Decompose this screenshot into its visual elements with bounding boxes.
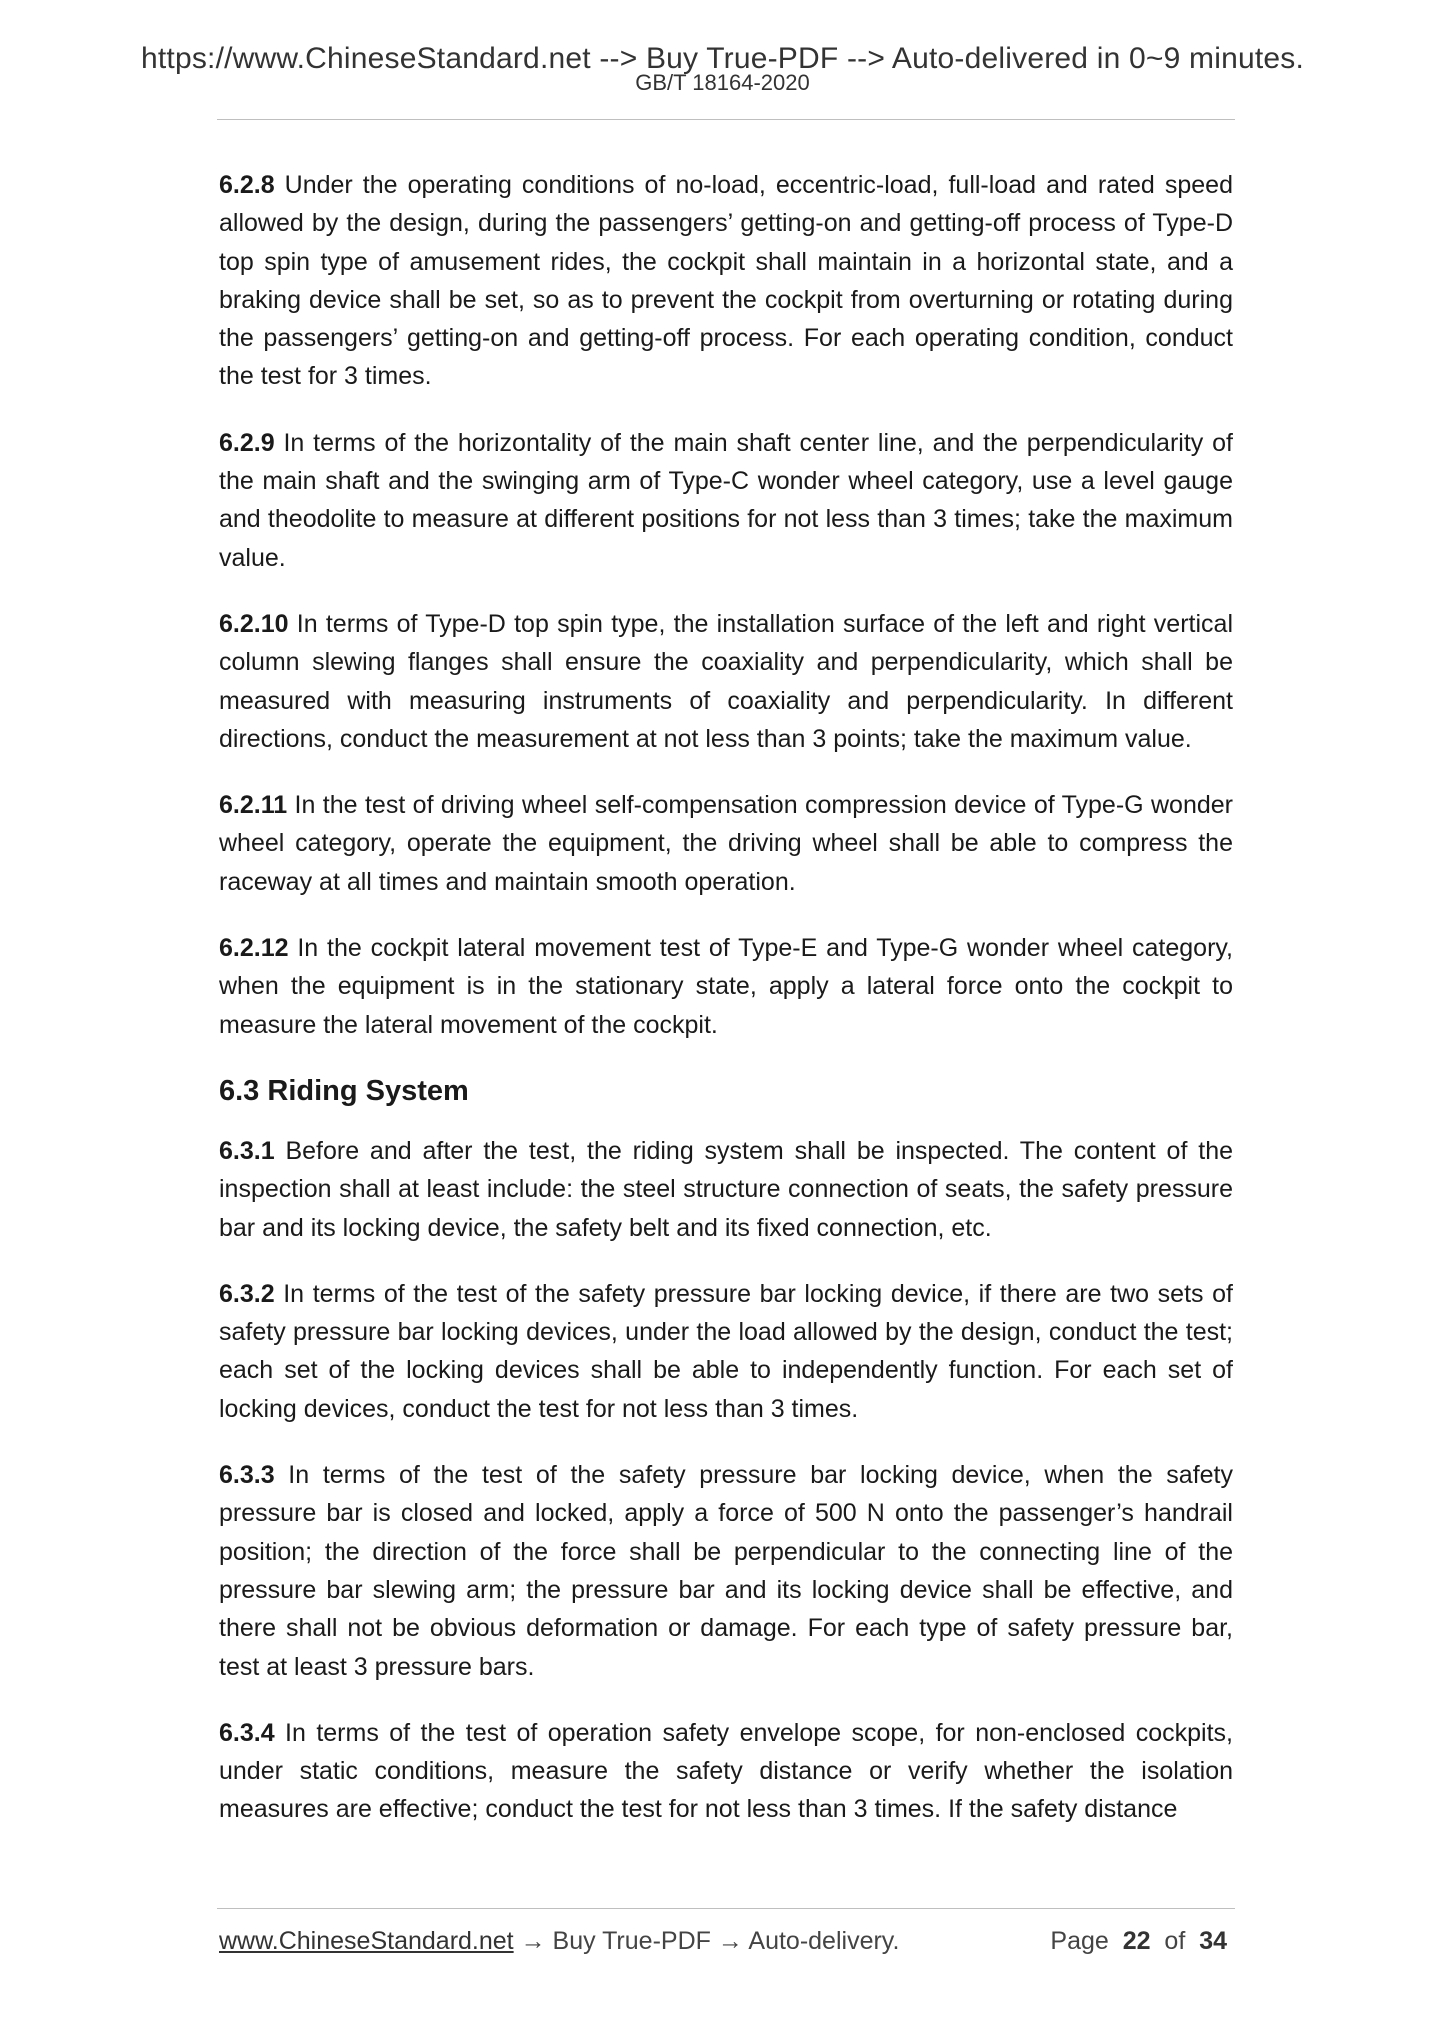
- page-total: 34: [1199, 1927, 1227, 1955]
- clause-number: 6.3.4: [219, 1718, 275, 1747]
- clause-text: In terms of the horizontality of the main shaft center line, and the perpendicularity of the main shaft and the swinging arm of Type-C wonder wheel category, use a level gauge and theodolite to measure at different positions for not less than 3 times; take the maximum value.: [219, 428, 1233, 572]
- footer-tagline: → Buy True-PDF → Auto-delivery.: [513, 1927, 900, 1955]
- clause-text: In the test of driving wheel self-compensation compression device of Type-G wonder wheel category, operate the equipment, the driving wheel shall be able to compress the raceway at all times and maintain smooth operation.: [219, 791, 1233, 896]
- clause-text: In terms of the test of the safety pressure bar locking device, when the safety pressure bar is closed and locked, apply a force of 500 N onto the passenger’s handrail position; the direction of the force shall be perpendicular to the connecting line of the pressure bar slewing arm; the pressure bar and its locking device shall be effective, and there shall not be obvious deformation or damage. For each type of safety pressure bar, test at least 3 pressure bars.: [219, 1461, 1233, 1681]
- clause-6-3-3: [219, 1456, 1233, 1686]
- clause-number: 6.3.3: [219, 1461, 275, 1490]
- page-current: 22: [1122, 1927, 1151, 1955]
- footer-divider: [217, 1908, 1235, 1909]
- section-heading: 6.3 Riding System: [219, 1074, 469, 1107]
- clause-6-2-9: [219, 424, 1233, 577]
- footer-site-link[interactable]: www.ChineseStandard.net: [219, 1927, 514, 1955]
- header-divider: [217, 119, 1235, 120]
- page-of: of: [1164, 1927, 1186, 1955]
- clause-6-2-12: [219, 929, 1233, 1044]
- page-number: [1050, 1927, 1227, 1956]
- clause-text: Under the operating conditions of no-load, eccentric-load, full-load and rated speed allowed by the design, during the passengers’ getting-on and getting-off process of Type-D top spin type of amusement rides, the cockpit shall maintain in a horizontal state, and a braking device shall be set, so as to prevent the cockpit from overturning or rotating during the passengers’ getting-on and getting-off process. For each operating condition, conduct the test for 3 times.: [219, 171, 1233, 391]
- clause-text: In terms of Type-D top spin type, the installation surface of the left and right vertical column slewing flanges shall ensure the coaxiality and perpendicularity, which shall be measured with measuring instruments of coaxiality and perpendicularity. In different directions, conduct the measurement at not less than 3 points; take the maximum value.: [219, 609, 1233, 753]
- clause-text: In terms of the test of the safety pressure bar locking device, if there are two sets of safety pressure bar locking devices, under the load allowed by the design, conduct the test; each set of the locking devices shall be able to independently function. For each set of locking devices, conduct the test for not less than 3 times.: [219, 1279, 1233, 1423]
- clause-6-2-10: [219, 605, 1233, 758]
- document-body: [219, 166, 1233, 1857]
- page-footer: [219, 1927, 1233, 1956]
- page-label: Page: [1050, 1927, 1109, 1955]
- clause-6-2-8: [219, 166, 1233, 396]
- clause-6-2-11: [219, 786, 1233, 901]
- clause-number: 6.2.9: [219, 428, 275, 457]
- clause-number: 6.2.11: [219, 791, 288, 820]
- clause-text: In terms of the test of operation safety envelope scope, for non-enclosed cockpits, under static conditions, measure the safety distance or verify whether the isolation measures are effective; conduct the test for not less than 3 times. If the safety distance: [219, 1718, 1233, 1824]
- clause-text: Before and after the test, the riding system shall be inspected. The content of the inspection shall at least include: the steel structure connection of seats, the safety pressure bar and its locking device, the safety belt and its fixed connection, etc.: [219, 1136, 1233, 1242]
- top-banner-link[interactable]: https://www.ChineseStandard.net --> Buy True-PDF --> Auto-delivered in 0~9 minutes.: [141, 42, 1304, 75]
- clause-number: 6.2.10: [219, 609, 289, 638]
- standard-code: GB/T 18164-2020: [635, 70, 810, 95]
- clause-text: In the cockpit lateral movement test of Type-E and Type-G wonder wheel category, when the equipment is in the stationary state, apply a lateral force onto the cockpit to measure the lateral movement of the cockpit.: [219, 934, 1233, 1039]
- clause-number: 6.3.1: [219, 1136, 275, 1165]
- clause-number: 6.3.2: [219, 1279, 275, 1308]
- clause-6-3-2: [219, 1275, 1233, 1428]
- clause-number: 6.2.8: [219, 171, 275, 199]
- clause-6-3-1: [219, 1132, 1233, 1247]
- clause-number: 6.2.12: [219, 934, 289, 963]
- clause-6-3-4: [219, 1714, 1233, 1829]
